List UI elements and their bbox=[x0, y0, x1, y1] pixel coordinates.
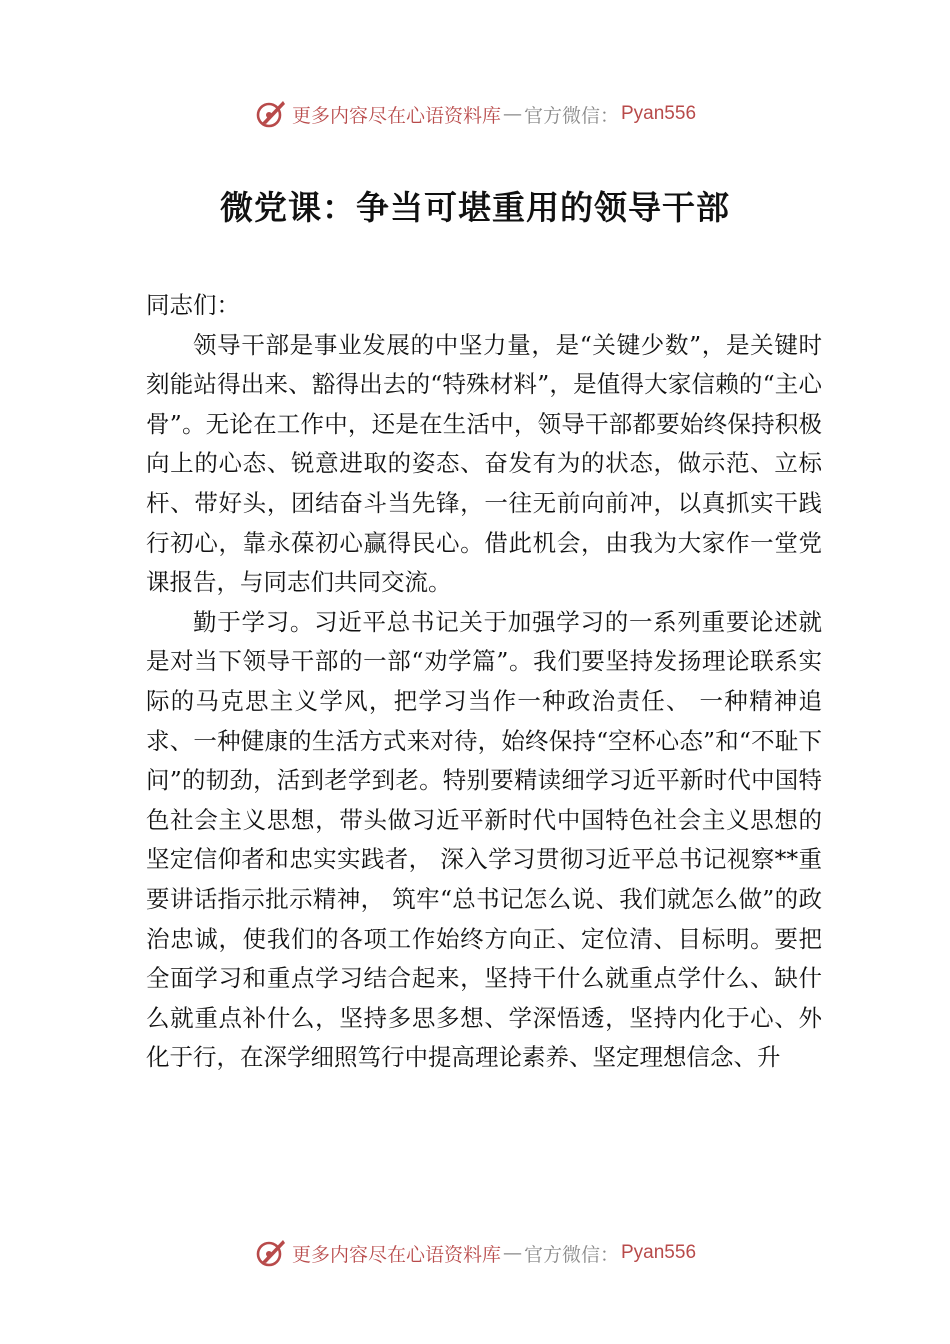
header-banner-dash: — bbox=[502, 103, 522, 125]
footer-banner-wechat-id: Pyan556 bbox=[621, 1242, 697, 1263]
quill-logo-icon bbox=[254, 97, 288, 131]
header-banner-text: 更多内容尽在心语资料库 bbox=[291, 104, 501, 127]
document-body bbox=[146, 286, 822, 1078]
quill-logo-icon bbox=[254, 1236, 288, 1270]
footer-banner-text: 更多内容尽在心语资料库 bbox=[291, 1243, 501, 1266]
header-banner bbox=[0, 94, 950, 134]
header-banner-wechat-id: Pyan556 bbox=[621, 103, 697, 124]
footer-banner-wechat-label: 官方微信： bbox=[523, 1243, 619, 1266]
footer-banner-dash: — bbox=[502, 1242, 522, 1264]
header-banner-wechat-label: 官方微信： bbox=[523, 104, 619, 127]
document-title: 微党课：争当可堪重用的领导干部 bbox=[220, 188, 730, 227]
salutation: 同志们： bbox=[146, 291, 240, 319]
footer-banner bbox=[0, 1233, 950, 1273]
body-paragraph: 领导干部是事业发展的中坚力量，是“关键少数”，是关键时刻能站得出来、豁得出去的“特殊材料”，是值得大家信赖的“主心骨”。无论在工作中，还是在生活中，领导干部都要始终保持积极向上的心态、锐意进取的姿态、奋发有为的状态，做示范、立标杆、带好头，团结奋斗当先锋，一往无前向前冲，以真抓实干践行初心，靠永葆初心赢得民心。借此机会，由我为大家作一堂党课报告，与同志们共同交流。 bbox=[146, 330, 822, 597]
body-paragraph: 勤于学习。习近平总书记关于加强学习的一系列重要论述就是对当下领导干部的一部“劝学篇”。我们要坚持发扬理论联系实际的马克思主义学风，把学习当作一种政治责任、 一种精神追求、一种健康的生活方式来对待，始终保持“空杯心态”和“不耻下问”的韧劲，活到老学到老。特别要精读细学习近平新时代中国特色社会主义思想，带头做习近平新时代中国特色社会主义思想的坚定信仰者和忠实实践者， 深入学习贯彻习近平总书记视察**重要讲话指示批示精神， 筑牢“总书记怎么说、我们就怎么做”的政治忠诚，使我们的各项工作始终方向正、定位清、目标明。要把全面学习和重点学习结合起来，坚持干什么就重点学什么、缺什么就重点补什么，坚持多思多想、学深悟透，坚持内化于心、外化于行，在深学细照笃行中提高理论素养、坚定理想信念、升 bbox=[146, 607, 822, 1072]
